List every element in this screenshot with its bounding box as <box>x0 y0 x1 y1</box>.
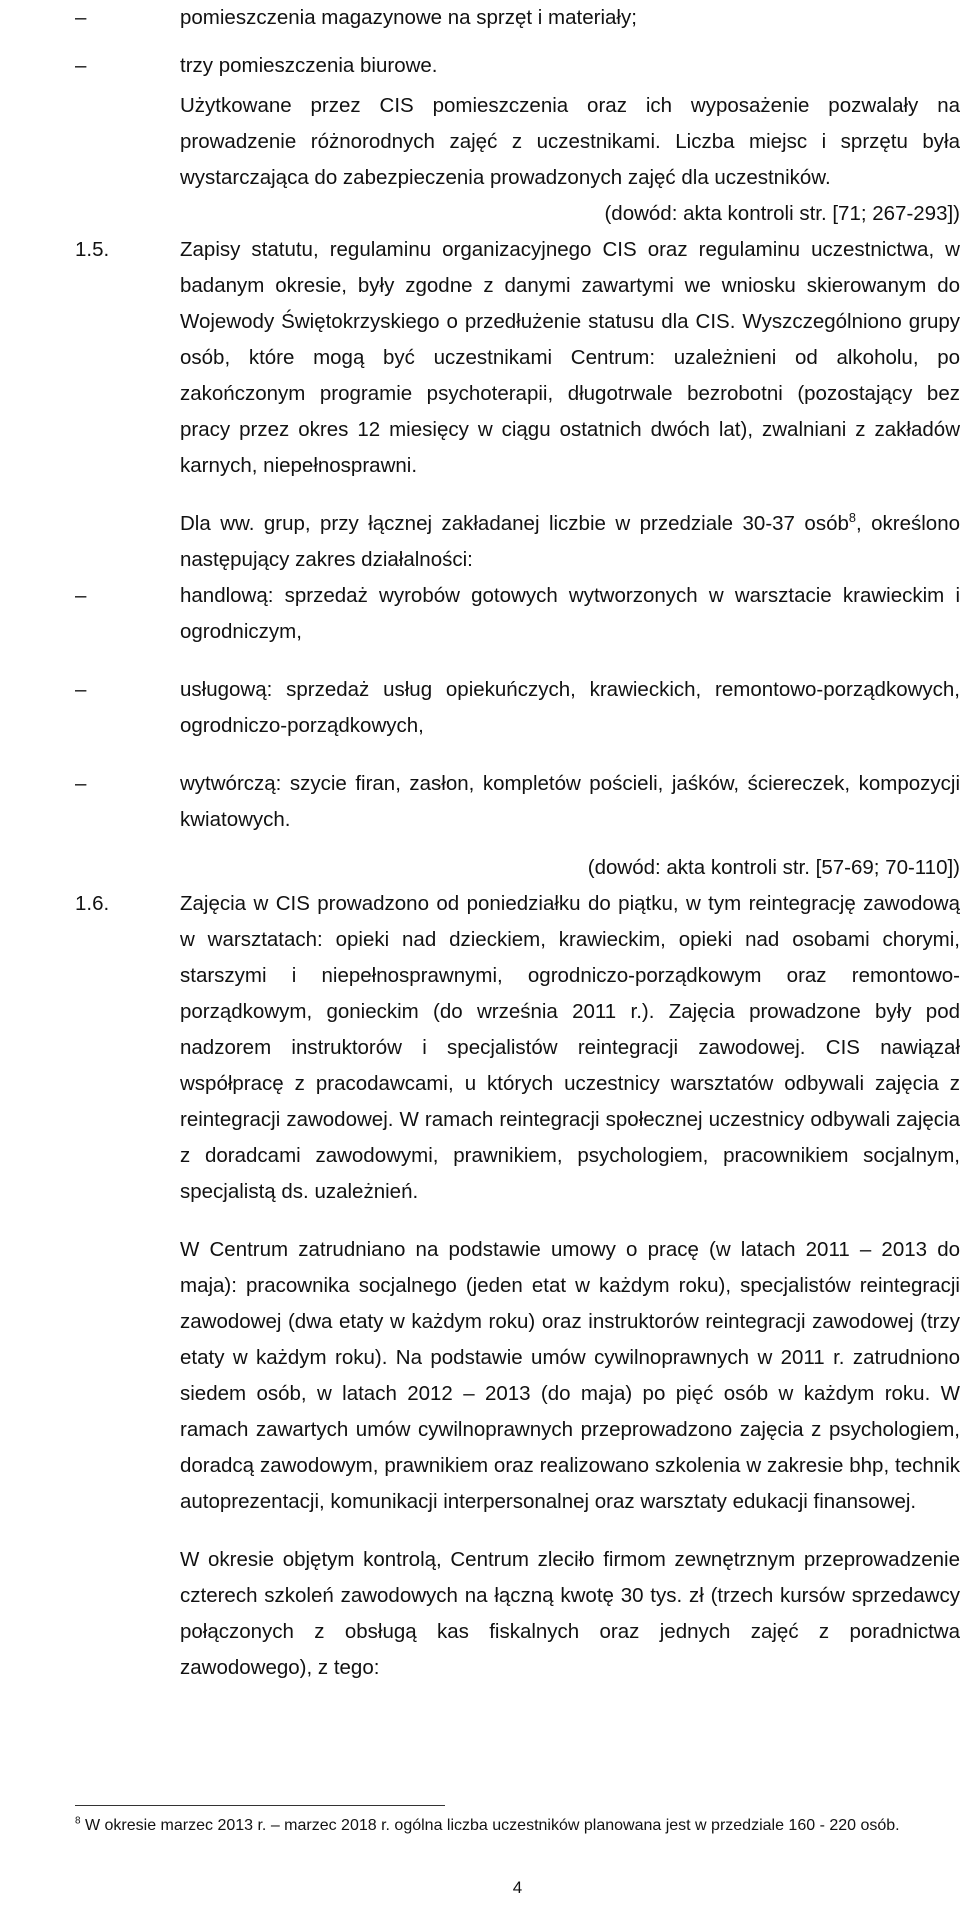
footnote <box>75 1815 960 1837</box>
activity-intro: Dla ww. grup, przy łącznej zakładanej liczbie w przedziale 30-37 osób$^8$, określono następujący zakres działalności: <box>180 510 960 571</box>
list-dash: – <box>75 584 87 607</box>
evidence-note: (dowód: akta kontroli str. [71; 267-293]) <box>604 202 960 225</box>
paragraph-equipment: Użytkowane przez CIS pomieszczenia oraz ich wyposażenie pozwalały na prowadzenie różnorodnych zajęć z uczestnikami. Liczba miejsc i sprzętu była wystarczająca do zabezpieczenia prowadzonych zajęć dla uczestników. <box>180 94 960 189</box>
footnote-ref: 8 <box>848 510 856 526</box>
list-top <box>75 0 960 84</box>
footnote-text: W okresie marzec 2013 r. – marzec 2018 r. ogólna liczba uczestników planowana jest w przedziale 160 - 220 osób. <box>84 1817 900 1834</box>
list-dash: – <box>75 772 87 795</box>
list-item-text: handlową: sprzedaż wyrobów gotowych wytworzonych w warsztacie krawieckim i ogrodniczym, <box>180 584 960 643</box>
list-item <box>75 672 960 744</box>
section-1-5 <box>75 232 960 578</box>
section-1-6-paragraph-3: W okresie objętym kontrolą, Centrum zleciło firmom zewnętrznym przeprowadzenie czterech szkoleń zawodowych na łączną kwotę 30 tys. zł (trzech kursów sprzedawcy połączonych z obsługą kas fiskalnych oraz jednych zajęć z poradnictwa zawodowego), z tego: <box>180 1548 960 1679</box>
section-number: 1.6. <box>75 892 110 915</box>
document-page <box>75 0 960 1897</box>
list-item-text: usługową: sprzedaż usług opiekuńczych, krawieckich, remontowo-porządkowych, ogrodniczo-porządkowych, <box>180 678 960 737</box>
page-number: 4 <box>512 1878 523 1897</box>
list-dash: – <box>75 6 87 29</box>
list-item-text: trzy pomieszczenia biurowe. <box>180 54 438 77</box>
list-dash: – <box>75 678 87 701</box>
section-1-6-paragraph-2: W Centrum zatrudniano na podstawie umowy o pracę (w latach 2011 – 2013 do maja): pracownika socjalnego (jeden etat w każdym roku), specjalistów reintegracji zawodowej (dwa etaty w każdym roku) oraz instruktorów reintegracji zawodowej (trzy etaty w każdym roku). Na podstawie umów cywilnoprawnych w 2011 r. zatrudniono siedem osób, w latach 2012 – 2013 (do maja) po pięć osób w każdym roku. W ramach zawartych umów cywilnoprawnych przeprowadzono zajęcia z psychologiem, doradcą zawodowym, prawnikiem oraz realizowano szkolenia w zakresie bhp, technik autoprezentacji, komunikacji interpersonalnej oraz warsztaty edukacji finansowej. <box>180 1238 960 1513</box>
list-item <box>75 0 960 36</box>
section-number: 1.5. <box>75 238 110 261</box>
list-item <box>75 766 960 838</box>
list-item <box>75 48 960 84</box>
list-item-text: pomieszczenia magazynowe na sprzęt i materiały; <box>180 6 637 29</box>
footnote-number: 8 <box>75 1815 81 1827</box>
list-item-text: wytwórczą: szycie firan, zasłon, kompletów pościeli, jaśków, ściereczek, kompozycji kwiatowych. <box>180 772 960 831</box>
section-1-6-paragraph-1: Zajęcia w CIS prowadzono od poniedziałku do piątku, w tym reintegrację zawodową w warsztatach: opieki nad dzieckiem, krawieckim, opieki nad osobami chorymi, starszymi i niepełnosprawnymi, ogrodniczo-porządkowym oraz remontowo-porządkowym, gonieckim (do września 2011 r.). Zajęcia prowadzone były pod nadzorem instruktorów i specjalistów reintegracji zawodowej. CIS nawiązał współpracę z pracodawcami, u których uczestnicy warsztatów odbywali zajęcia z reintegracji zawodowej. W ramach reintegracji społecznej uczestnicy odbywali zajęcia z doradcami zawodowymi, prawnikiem, psychologiem, pracownikiem socjalnym, specjalistą ds. uzależnień. <box>180 892 960 1203</box>
list-dash: – <box>75 54 87 77</box>
activities-list <box>75 578 960 838</box>
list-item <box>75 578 960 650</box>
section-1-5-text: Zapisy statutu, regulaminu organizacyjnego CIS oraz regulaminu uczestnictwa, w badanym okresie, były zgodne z danymi zawartymi we wniosku skierowanym do Wojewody Świętokrzyskiego o przedłużenie statusu dla CIS. Wyszczególniono grupy osób, które mogą być uczestnikami Centrum: uzależnieni od alkoholu, po zakończonym programie psychoterapii, długotrwale bezrobotni (pozostający bez pracy przez okres 12 miesięcy w ciągu ostatnich dwóch lat), zwalniani z zakładów karnych, niepełnosprawni. <box>180 238 960 477</box>
footnote-separator <box>75 1805 445 1806</box>
evidence-note: (dowód: akta kontroli str. [57-69; 70-110]) <box>587 856 960 879</box>
section-1-6 <box>75 886 960 1686</box>
